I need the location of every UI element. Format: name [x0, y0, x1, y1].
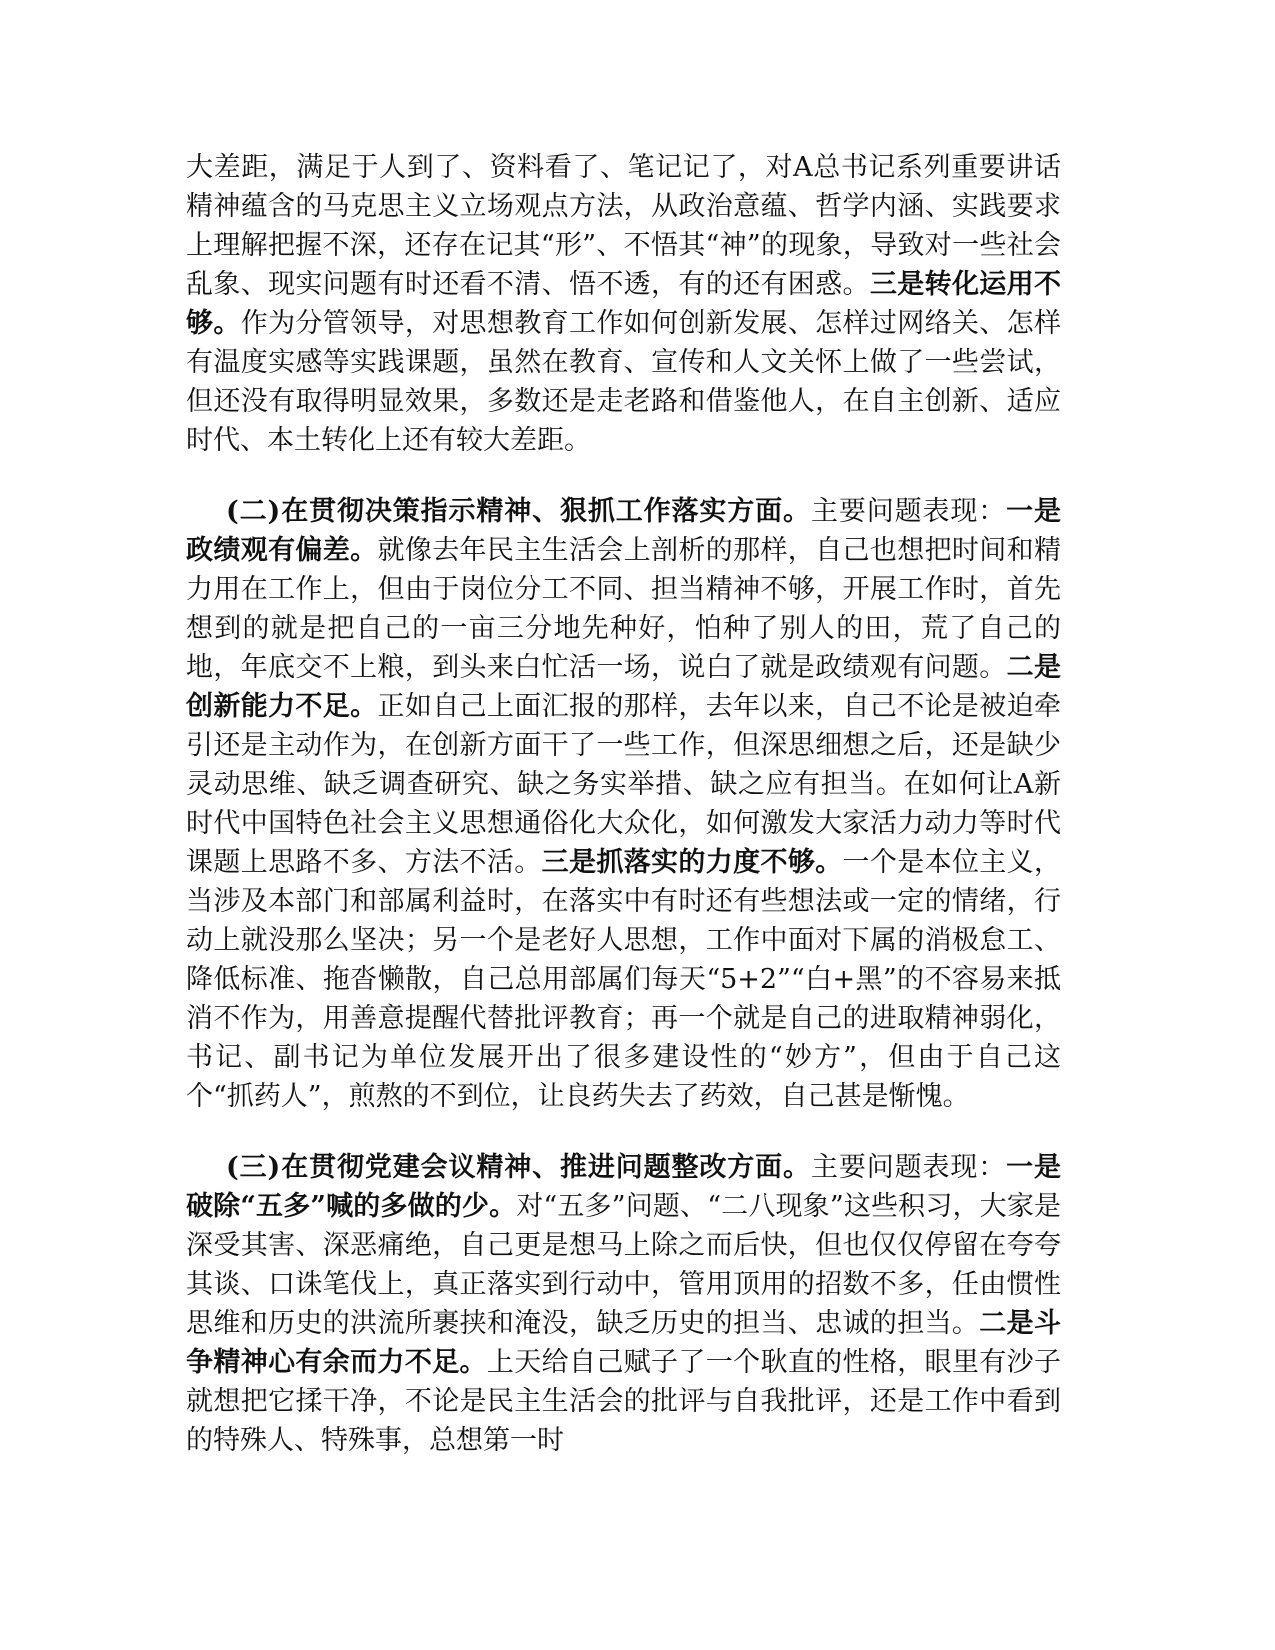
text-segment: 大差距，满足于人到了、资料看了、笔记记了，对A总书记系列重要讲话精神蕴含的马克思主义立场观点方法，从政治意蕴、哲学内涵、实践要求上理解把握不深，还存在记其“形”、不悟其“神”的现象，导致对一些社会乱象、现实问题有时还看不清、悟不透，有的还有困惑。: [186, 152, 1061, 300]
paragraph-section-2: [186, 492, 1061, 1116]
text-segment: 对“五多”问题、“二八现象”这些积习，大家是深受其害、深恶痛绝，自己更是想马上除之而后快，但也仅仅停留在夸夸其谈、口诛笔伐上，真正落实到行动中，管用顶用的招数不多，任由惯性思维和历史的洪流所裹挟和淹没，缺乏历史的担当、忠诚的担当。: [186, 1191, 1061, 1339]
text-segment: 正如自己上面汇报的那样，去年以来，自己不论是被迫牵引还是主动作为，在创新方面干了一些工作，但深思细想之后，还是缺少灵动思维、缺乏调查研究、缺之务实举措、缺之应有担当。在如何让A新时代中国特色社会主义思想通俗化大众化，如何激发大家活力动力等时代课题上思路不多、方法不活。: [186, 691, 1061, 878]
bold-heading-segment: 三是抓落实的力度不够。: [541, 847, 843, 878]
section-heading: (三)在贯彻党建会议精神、推进问题整改方面。: [226, 1152, 811, 1183]
text-segment: 一个是本位主义，当涉及本部门和部属利益时，在落实中有时还有些想法或一定的情绪，行动上就没那么坚决；另一个是老好人思想，工作中面对下属的消极怠工、降低标准、拖沓懒散，自己总用部属们每天“5+2”“白+黑”的不容易来抵消不作为，用善意提醒代替批评教育；再一个就是自己的进取精神弱化，书记、副书记为单位发展开出了很多建设性的“妙方”，但由于自己这个“抓药人”，煎熬的不到位，让良药失去了药效，自己甚是惭愧。: [186, 847, 1062, 1112]
bold-heading-segment: 一是破除“五多”喊的多做的少。: [186, 1152, 1061, 1222]
text-segment: 主要问题表现：: [810, 1152, 1007, 1183]
bold-heading-segment: 三是转化运用不够。: [186, 269, 1062, 339]
bold-heading-segment: 二是斗争精神心有余而力不足。: [186, 1308, 1062, 1378]
text-segment: 作为分管领导，对思想教育工作如何创新发展、怎样过网络关、怎样有温度实感等实践课题，虽然在教育、宣传和人文关怀上做了一些尝试，但还没有取得明显效果，多数还是走老路和借鉴他人，在自主创新、适应时代、本土转化上还有较大差距。: [186, 308, 1062, 456]
text-segment: 就像去年民主生活会上剖析的那样，自己也想把时间和精力用在工作上，但由于岗位分工不同、担当精神不够，开展工作时，首先想到的就是把自己的一亩三分地先种好，怕种了别人的田，荒了自己的地，年底交不上粮，到头来白忙活一场，说白了就是政绩观有问题。: [186, 535, 1061, 683]
paragraph-section-3: [186, 1148, 1061, 1460]
bold-heading-segment: 一是政绩观有偏差。: [186, 496, 1061, 566]
section-heading: (二)在贯彻决策指示精神、狠抓工作落实方面。: [226, 496, 811, 527]
bold-heading-segment: 二是创新能力不足。: [186, 652, 1062, 722]
text-segment: 上天给自己赋子了一个耿直的性格，眼里有沙子就想把它揉干净，不论是民主生活会的批评与自我批评，还是工作中看到的特殊人、特殊事，总想第一时: [186, 1347, 1062, 1456]
document-body: [186, 148, 1061, 1460]
paragraph-continuation: [186, 148, 1061, 460]
text-segment: 主要问题表现：: [810, 496, 1007, 527]
